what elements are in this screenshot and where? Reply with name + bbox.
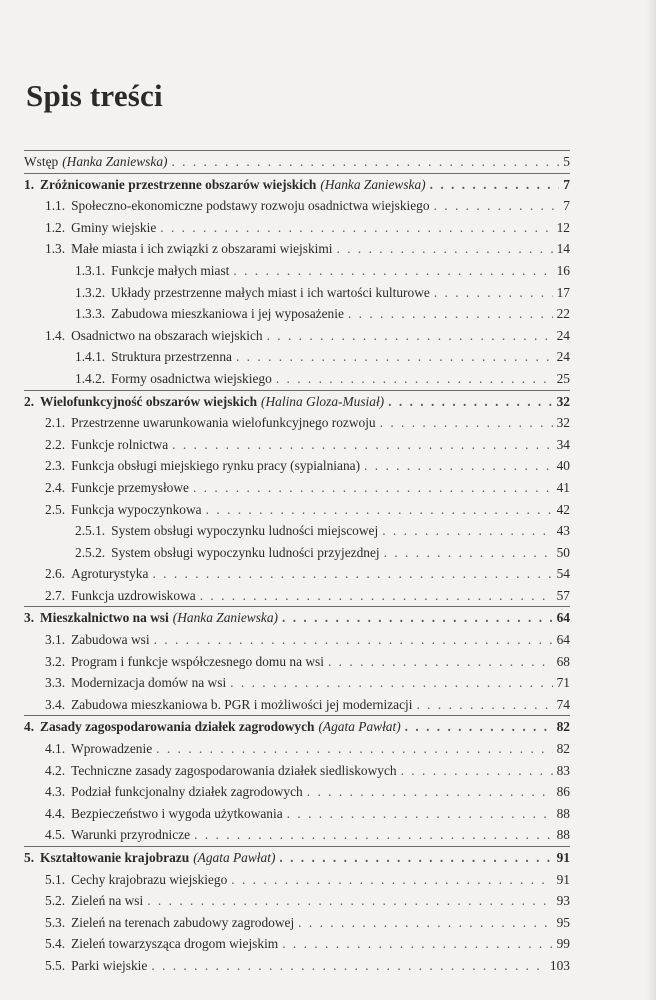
entry-page-number: 43 — [556, 523, 570, 539]
toc-subsection-entry — [24, 282, 570, 304]
entry-number: 4.4. — [45, 805, 66, 821]
dot-leader — [298, 912, 552, 934]
entry-title: Funkcje rolnictwa — [71, 436, 169, 452]
entry-label — [71, 955, 147, 977]
entry-title: Wprowadzenie — [71, 741, 153, 757]
entry-title: Zieleń towarzysząca drogom wiejskim — [71, 936, 279, 952]
dot-leader — [382, 520, 552, 542]
dot-leader — [171, 151, 559, 173]
dot-leader — [154, 629, 553, 651]
toc-section-entry — [24, 195, 570, 217]
toc-subsection-entry — [24, 520, 570, 542]
entry-number: 4.1. — [45, 741, 66, 757]
entry-author: (Agata Pawłat) — [318, 719, 401, 735]
dot-leader — [282, 933, 552, 955]
entry-title: Wstęp — [24, 154, 59, 169]
entry-number: 5.2. — [45, 893, 66, 909]
dot-leader — [267, 325, 553, 347]
toc-section-entry — [24, 434, 570, 456]
entry-label — [111, 346, 232, 368]
entry-label — [71, 694, 412, 716]
entry-number: 1.2. — [45, 219, 66, 235]
entry-page-number: 24 — [556, 349, 570, 365]
toc-chapter-entry — [24, 715, 570, 738]
dot-leader — [348, 303, 553, 325]
entry-title: Podział funkcjonalny działek zagrodowych — [71, 784, 303, 800]
entry-title: System obsługi wypoczynku ludności miejscowej — [111, 523, 379, 539]
entry-page-number: 12 — [556, 219, 570, 235]
entry-page-number: 14 — [556, 241, 570, 257]
toc-section-entry — [24, 869, 570, 891]
toc-section-entry — [24, 499, 570, 521]
entry-number: 1.4. — [45, 327, 66, 343]
toc-chapter-entry — [24, 606, 570, 629]
toc-subsection-entry — [24, 542, 570, 564]
dot-leader — [401, 760, 553, 782]
entry-author: (Hanka Zaniewska) — [172, 610, 278, 626]
toc-section-entry — [24, 890, 570, 912]
entry-page-number: 71 — [556, 675, 570, 691]
entry-number: 3.1. — [45, 632, 66, 648]
entry-author: (Hanka Zaniewska) — [320, 176, 426, 192]
dot-leader — [328, 651, 553, 673]
entry-label — [71, 890, 143, 912]
table-of-contents — [24, 150, 570, 977]
dot-leader — [194, 824, 553, 846]
dot-leader — [206, 499, 553, 521]
entry-label — [71, 912, 294, 934]
entry-number: 1.3. — [45, 241, 66, 257]
page-edge-shadow — [646, 0, 656, 1000]
toc-section-entry — [24, 217, 570, 239]
entry-page-number: 83 — [556, 762, 570, 778]
entry-number: 5. — [24, 850, 35, 865]
entry-page-number: 22 — [556, 306, 570, 322]
entry-label — [111, 282, 430, 304]
entry-page-number: 7 — [563, 176, 570, 192]
entry-label — [111, 520, 378, 542]
entry-number: 3.2. — [45, 653, 66, 669]
entry-number: 1.4.2. — [75, 370, 106, 386]
entry-title: System obsługi wypoczynku ludności przyjezdnej — [111, 544, 380, 560]
entry-title: Program i funkcje współczesnego domu na wsi — [71, 653, 324, 669]
toc-section-entry — [24, 694, 570, 716]
entry-page-number: 88 — [556, 827, 570, 843]
toc-subsection-entry — [24, 346, 570, 368]
entry-label — [40, 607, 278, 629]
entry-page-number: 91 — [556, 871, 570, 887]
dot-leader — [416, 694, 552, 716]
entry-page-number: 64 — [556, 632, 570, 648]
toc-section-entry — [24, 912, 570, 934]
entry-title: Zróżnicowanie przestrzenne obszarów wiejskich — [40, 176, 317, 192]
dot-leader — [236, 346, 553, 368]
entry-label — [71, 195, 429, 217]
dot-leader — [380, 412, 553, 434]
dot-leader — [279, 847, 552, 869]
entry-title: Zabudowa mieszkaniowa b. PGR i możliwości jej modernizacji — [71, 696, 413, 712]
entry-page-number: 32 — [556, 415, 570, 431]
dot-leader — [364, 455, 553, 477]
entry-label — [71, 651, 324, 673]
dot-leader — [388, 391, 552, 413]
toc-section-entry — [24, 824, 570, 846]
entry-title: Zasady zagospodarowania działek zagrodowych — [40, 719, 315, 735]
entry-page-number: 17 — [556, 284, 570, 300]
toc-section-entry — [24, 585, 570, 607]
entry-label — [71, 499, 202, 521]
entry-label — [111, 542, 380, 564]
entry-number: 5.4. — [45, 936, 66, 952]
toc-section-entry — [24, 651, 570, 673]
entry-title: Bezpieczeństwo i wygoda użytkowania — [71, 805, 283, 821]
entry-page-number: 50 — [556, 544, 570, 560]
entry-label — [71, 869, 227, 891]
entry-title: Zabudowa mieszkaniowa i jej wyposażenie — [111, 306, 344, 322]
toc-section-entry — [24, 563, 570, 585]
entry-page-number: 40 — [556, 458, 570, 474]
entry-label — [71, 933, 278, 955]
dot-leader — [147, 890, 552, 912]
entry-title: Funkcja obsługi miejskiego rynku pracy (sypialniana) — [71, 458, 361, 474]
toc-section-entry — [24, 477, 570, 499]
entry-label — [40, 391, 384, 413]
entry-title: Przestrzenne uwarunkowania wielofunkcyjnego rozwoju — [71, 415, 376, 431]
entry-number: 1.3.3. — [75, 306, 106, 322]
entry-number: 2.1. — [45, 415, 66, 431]
entry-label — [40, 174, 426, 196]
entry-label — [24, 151, 167, 173]
entry-page-number: 88 — [556, 805, 570, 821]
entry-label — [71, 238, 332, 260]
dot-leader — [282, 607, 553, 629]
entry-label — [71, 672, 226, 694]
entry-title: Kształtowanie krajobrazu — [40, 850, 190, 865]
entry-label — [71, 824, 190, 846]
entry-title: Formy osadnictwa wiejskiego — [111, 370, 272, 386]
entry-title: Mieszkalnictwo na wsi — [40, 610, 169, 626]
toc-section-entry — [24, 933, 570, 955]
entry-number: 2.2. — [45, 436, 66, 452]
entry-title: Osadnictwo na obszarach wiejskich — [71, 327, 263, 343]
entry-author: (Agata Pawłat) — [193, 850, 276, 865]
dot-leader — [156, 738, 552, 760]
entry-number: 2.5.2. — [75, 544, 106, 560]
dot-leader — [152, 563, 552, 585]
entry-number: 3. — [24, 610, 35, 626]
entry-title: Cechy krajobrazu wiejskiego — [71, 871, 228, 887]
entry-page-number: 86 — [556, 784, 570, 800]
toc-section-entry — [24, 803, 570, 825]
entry-label — [71, 412, 376, 434]
entry-title: Społeczno-ekonomiczne podstawy rozwoju osadnictwa wiejskiego — [71, 198, 430, 214]
entry-label — [111, 368, 272, 390]
toc-section-entry — [24, 629, 570, 651]
entry-label — [71, 781, 303, 803]
dot-leader — [434, 195, 560, 217]
entry-number: 2.7. — [45, 587, 66, 603]
toc-chapter-entry — [24, 390, 570, 413]
entry-number: 1. — [24, 176, 35, 192]
entry-title: Modernizacja domów na wsi — [71, 675, 227, 691]
entry-page-number: 99 — [556, 936, 570, 952]
dot-leader — [405, 716, 553, 738]
entry-number: 2.5.1. — [75, 523, 106, 539]
entry-label — [71, 563, 148, 585]
toc-section-entry — [24, 738, 570, 760]
entry-title: Parki wiejskie — [71, 957, 148, 973]
dot-leader — [151, 955, 546, 977]
entry-label — [111, 303, 344, 325]
entry-title: Zieleń na terenach zabudowy zagrodowej — [71, 914, 295, 930]
entry-page-number: 41 — [556, 479, 570, 495]
entry-title: Techniczne zasady zagospodarowania działek siedliskowych — [71, 762, 397, 778]
entry-label — [71, 629, 149, 651]
entry-number: 3.4. — [45, 696, 66, 712]
entry-author: (Halina Gloza-Musiał) — [261, 393, 385, 409]
entry-title: Funkcja uzdrowiskowa — [71, 587, 196, 603]
entry-page-number: 24 — [556, 327, 570, 343]
entry-label — [71, 760, 397, 782]
entry-title: Funkcje małych miast — [111, 262, 230, 278]
entry-page-number: 68 — [556, 653, 570, 669]
entry-number: 1.3.1. — [75, 262, 106, 278]
entry-title: Małe miasta i ich związki z obszarami wiejskimi — [71, 241, 333, 257]
entry-label — [111, 260, 229, 282]
entry-label — [71, 325, 263, 347]
entry-number: 2. — [24, 393, 35, 409]
entry-label — [40, 716, 401, 738]
toc-chapter-entry — [24, 150, 570, 173]
entry-number: 5.3. — [45, 914, 66, 930]
toc-subsection-entry — [24, 303, 570, 325]
entry-page-number: 25 — [556, 370, 570, 386]
dot-leader — [231, 869, 552, 891]
dot-leader — [193, 477, 553, 499]
entry-number: 5.5. — [45, 957, 66, 973]
entry-number: 1.4.1. — [75, 349, 106, 365]
entry-page-number: 42 — [556, 501, 570, 517]
toc-section-entry — [24, 955, 570, 977]
entry-label — [71, 585, 196, 607]
entry-number: 4.3. — [45, 784, 66, 800]
entry-number: 5.1. — [45, 871, 66, 887]
entry-page-number: 82 — [556, 741, 570, 757]
entry-number: 2.5. — [45, 501, 66, 517]
entry-label — [40, 847, 275, 869]
toc-section-entry — [24, 238, 570, 260]
dot-leader — [233, 260, 552, 282]
entry-title: Funkcja wypoczynkowa — [71, 501, 202, 517]
toc-section-entry — [24, 672, 570, 694]
dot-leader — [230, 672, 552, 694]
entry-page-number: 93 — [556, 893, 570, 909]
entry-label — [71, 455, 360, 477]
dot-leader — [287, 803, 553, 825]
entry-number: 3.3. — [45, 675, 66, 691]
dot-leader — [160, 217, 552, 239]
entry-page-number: 64 — [556, 610, 570, 626]
entry-number: 2.6. — [45, 566, 66, 582]
entry-page-number: 95 — [556, 914, 570, 930]
toc-section-entry — [24, 760, 570, 782]
dot-leader — [276, 368, 553, 390]
entry-page-number: 32 — [556, 393, 570, 409]
entry-number: 4.2. — [45, 762, 66, 778]
dot-leader — [307, 781, 553, 803]
page-title: Spis treści — [26, 78, 163, 113]
toc-section-entry — [24, 412, 570, 434]
dot-leader — [384, 542, 553, 564]
entry-title: Zieleń na wsi — [71, 893, 144, 909]
entry-label — [71, 217, 156, 239]
entry-page-number: 91 — [556, 850, 570, 865]
entry-label — [71, 434, 168, 456]
entry-number: 2.3. — [45, 458, 66, 474]
entry-number: 4.5. — [45, 827, 66, 843]
entry-title: Struktura przestrzenna — [111, 349, 232, 365]
entry-number: 1.1. — [45, 198, 66, 214]
entry-page-number: 34 — [556, 436, 570, 452]
entry-number: 4. — [24, 719, 35, 735]
entry-page-number: 57 — [556, 587, 570, 603]
toc-chapter-entry — [24, 173, 570, 196]
entry-title: Gminy wiejskie — [71, 219, 157, 235]
toc-chapter-entry — [24, 846, 570, 869]
entry-title: Wielofunkcyjność obszarów wiejskich — [40, 393, 258, 409]
dot-leader — [172, 434, 552, 456]
entry-page-number: 103 — [549, 957, 570, 973]
entry-title: Układy przestrzenne małych miast i ich wartości kulturowe — [111, 284, 430, 300]
entry-page-number: 16 — [556, 262, 570, 278]
dot-leader — [337, 238, 553, 260]
toc-subsection-entry — [24, 260, 570, 282]
toc-subsection-entry — [24, 368, 570, 390]
toc-section-entry — [24, 781, 570, 803]
entry-page-number: 5 — [563, 154, 570, 169]
entry-number: 1.3.2. — [75, 284, 106, 300]
entry-page-number: 7 — [563, 198, 570, 214]
dot-leader — [434, 282, 553, 304]
dot-leader — [430, 174, 560, 196]
entry-label — [71, 803, 283, 825]
entry-label — [71, 738, 152, 760]
dot-leader — [200, 585, 553, 607]
entry-title: Warunki przyrodnicze — [71, 827, 191, 843]
entry-title: Zabudowa wsi — [71, 632, 150, 648]
toc-section-entry — [24, 325, 570, 347]
entry-title: Agroturystyka — [71, 566, 149, 582]
entry-author: (Hanka Zaniewska) — [62, 154, 168, 169]
toc-section-entry — [24, 455, 570, 477]
entry-page-number: 74 — [556, 696, 570, 712]
entry-title: Funkcje przemysłowe — [71, 479, 189, 495]
entry-page-number: 82 — [556, 719, 570, 735]
entry-number: 2.4. — [45, 479, 66, 495]
entry-label — [71, 477, 189, 499]
entry-page-number: 54 — [556, 566, 570, 582]
